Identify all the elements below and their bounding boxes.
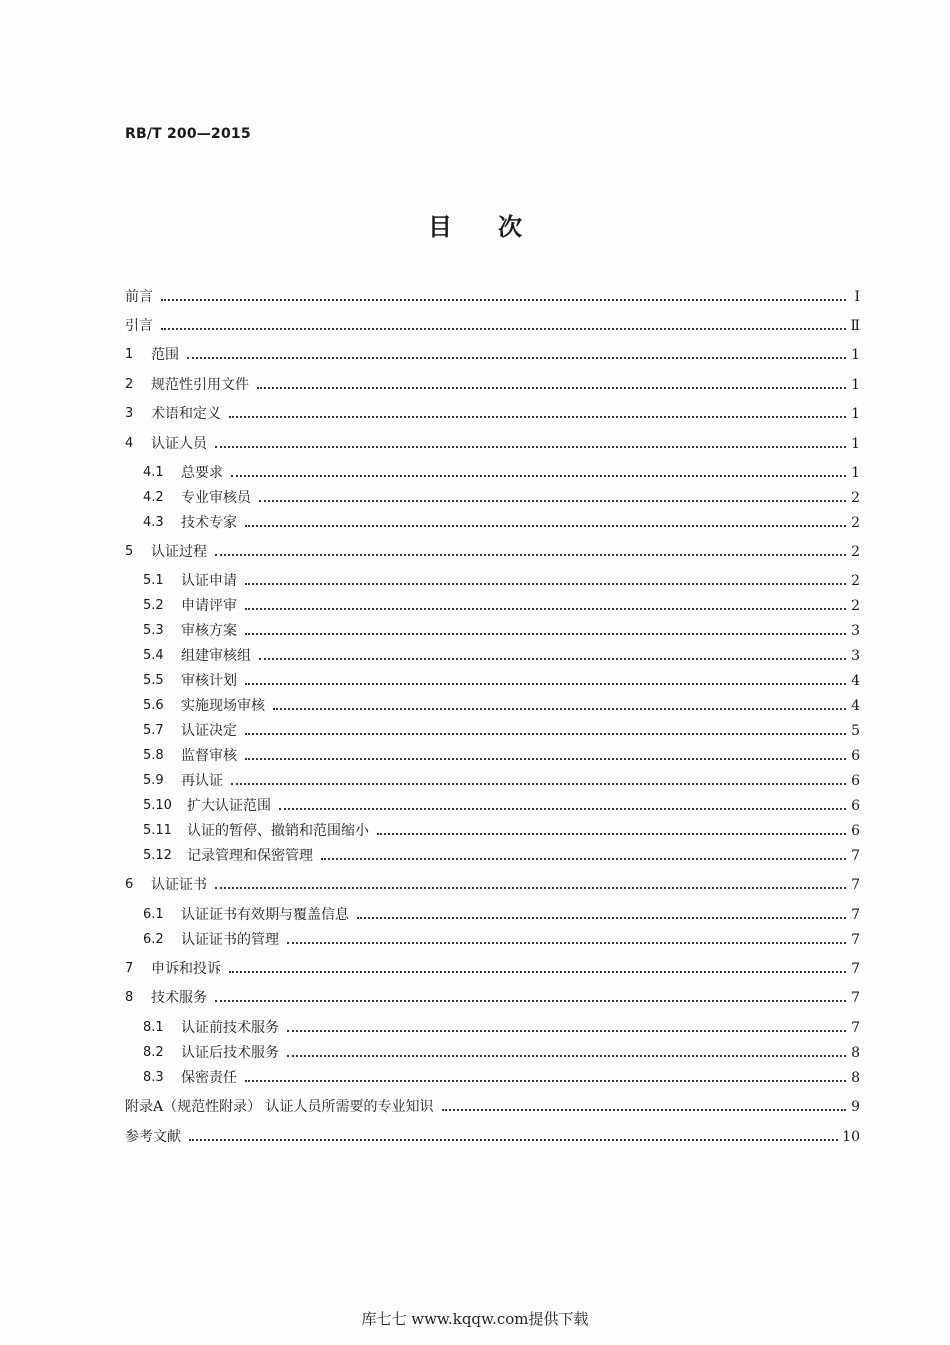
toc-entry-page: Ⅱ: [850, 318, 860, 334]
toc-entry-page: 3: [851, 648, 860, 664]
toc-entry-label: 认证后技术服务: [181, 1045, 279, 1061]
toc-entry-number: 5.10: [143, 798, 172, 813]
toc-leader-dots: [229, 970, 846, 973]
toc-entry[interactable]: [143, 902, 860, 924]
toc-entry-number: 6.1: [143, 907, 164, 922]
toc-entry-number: 5.11: [143, 823, 172, 838]
toc-title: [0, 207, 950, 242]
toc-entry-page: 1: [851, 347, 860, 363]
toc-entry-label: 引言: [125, 318, 153, 334]
toc-entry[interactable]: [143, 793, 860, 815]
toc-entry-page: 1: [851, 465, 860, 481]
toc-entry[interactable]: [125, 1124, 860, 1146]
toc-entry-page: 2: [851, 490, 860, 506]
toc-entry-page: 6: [851, 773, 860, 789]
toc-entry[interactable]: [143, 460, 860, 482]
toc-entry-label: 术语和定义: [151, 406, 221, 422]
toc-entry-page: 5: [851, 723, 860, 739]
toc-leader-dots: [287, 1029, 846, 1032]
toc-entry-number: 5.6: [143, 698, 164, 713]
toc-leader-dots: [279, 807, 846, 810]
toc-leader-dots: [245, 682, 846, 685]
toc-entry-label: 附录A（规范性附录） 认证人员所需要的专业知识: [125, 1099, 434, 1115]
toc-leader-dots: [245, 757, 846, 760]
toc-title-char-2: 次: [498, 212, 522, 241]
toc-entry[interactable]: [143, 718, 860, 740]
toc-leader-dots: [229, 415, 846, 418]
toc-entry-page: 10: [842, 1129, 860, 1145]
toc-entry-label: 总要求: [181, 465, 223, 481]
toc-leader-dots: [215, 999, 846, 1002]
toc-entry-label: 组建审核组: [181, 648, 251, 664]
toc-leader-dots: [259, 499, 846, 502]
toc-entry-page: 1: [851, 436, 860, 452]
toc-leader-dots: [245, 582, 846, 585]
toc-entry-number: 2: [125, 377, 134, 392]
toc-leader-dots: [215, 553, 846, 556]
toc-entry-page: 8: [851, 1070, 860, 1086]
toc-entry-page: 7: [851, 877, 860, 893]
toc-entry-number: 5.7: [143, 723, 164, 738]
toc-leader-dots: [215, 886, 846, 889]
toc-entry[interactable]: [143, 593, 860, 615]
toc-entry-page: 4: [851, 698, 860, 714]
toc-entry-label: 扩大认证范围: [187, 798, 271, 814]
toc-leader-dots: [273, 707, 846, 710]
toc-entry-page: 3: [851, 623, 860, 639]
toc-leader-dots: [377, 832, 846, 835]
toc-entry-label: 再认证: [181, 773, 223, 789]
toc-entry-number: 5.4: [143, 648, 164, 663]
toc-entry-number: 1: [125, 347, 134, 362]
toc-entry-number: 5.12: [143, 848, 172, 863]
toc-entry-page: 7: [851, 932, 860, 948]
toc-entry-label: 专业审核员: [181, 490, 251, 506]
toc-entry[interactable]: [143, 1015, 860, 1037]
toc-entry[interactable]: [143, 843, 860, 865]
toc-leader-dots: [161, 327, 846, 330]
toc-entry-number: 5.8: [143, 748, 164, 763]
toc-entry-page: 8: [851, 1045, 860, 1061]
toc-leader-dots: [357, 916, 846, 919]
toc-leader-dots: [215, 445, 846, 448]
toc-entry[interactable]: [143, 927, 860, 949]
toc-entry-label: 认证前技术服务: [181, 1020, 279, 1036]
toc-entry[interactable]: [143, 668, 860, 690]
toc-entry-label: 认证过程: [151, 544, 207, 560]
toc-leader-dots: [259, 657, 846, 660]
toc-entry-number: 5.1: [143, 573, 164, 588]
toc-entry-number: 5: [125, 544, 134, 559]
toc-entry-label: 规范性引用文件: [151, 377, 249, 393]
download-footer: 库七七 www.kqqw.com提供下载: [361, 1310, 589, 1328]
toc-entry[interactable]: [125, 284, 860, 306]
document-code: RB/T 200—2015: [125, 126, 251, 142]
toc-entry[interactable]: [143, 618, 860, 640]
toc-leader-dots: [321, 857, 846, 860]
toc-entry[interactable]: [143, 485, 860, 507]
toc-entry[interactable]: [125, 401, 860, 423]
toc-entry-label: 认证证书的管理: [181, 932, 279, 948]
toc-entry[interactable]: [125, 1094, 860, 1116]
toc-entry-page: 9: [851, 1099, 860, 1115]
toc-leader-dots: [189, 1138, 838, 1141]
toc-entry-label: 认证证书有效期与覆盖信息: [181, 907, 349, 923]
toc-entry-page: 6: [851, 748, 860, 764]
toc-entry-label: 认证人员: [151, 436, 207, 452]
toc-entry[interactable]: [143, 768, 860, 790]
toc-entry-number: 8.1: [143, 1020, 164, 1035]
toc-entry[interactable]: [143, 1065, 860, 1087]
toc-entry-label: 保密责任: [181, 1070, 237, 1086]
toc-leader-dots: [257, 386, 846, 389]
toc-entry-number: 8: [125, 990, 134, 1005]
toc-entry[interactable]: [143, 818, 860, 840]
toc-entry[interactable]: [125, 956, 860, 978]
toc-title-char-1: 目: [428, 212, 452, 241]
toc-entry-page: 1: [851, 377, 860, 393]
toc-leader-dots: [161, 298, 846, 301]
toc-entry[interactable]: [125, 431, 860, 453]
toc-entry-label: 认证申请: [181, 573, 237, 589]
toc-entry-page: 2: [851, 544, 860, 560]
toc-entry-label: 申诉和投诉: [151, 961, 221, 977]
toc-entry-label: 认证决定: [181, 723, 237, 739]
toc-entry[interactable]: [125, 313, 860, 335]
toc-entry-page: 4: [851, 673, 860, 689]
toc-entry-page: 7: [851, 1020, 860, 1036]
toc-entry[interactable]: [143, 693, 860, 715]
toc-leader-dots: [245, 524, 846, 527]
toc-entry[interactable]: [125, 342, 860, 364]
toc-entry[interactable]: [125, 372, 860, 394]
toc-leader-dots: [245, 1079, 846, 1082]
toc-entry-page: Ⅰ: [854, 289, 860, 305]
toc-entry[interactable]: [143, 743, 860, 765]
toc-entry-label: 实施现场审核: [181, 698, 265, 714]
toc-entry[interactable]: [125, 872, 860, 894]
toc-entry-page: 2: [851, 598, 860, 614]
toc-entry-number: 4.3: [143, 515, 164, 530]
toc-leader-dots: [287, 941, 846, 944]
toc-entry[interactable]: [143, 643, 860, 665]
toc-entry-number: 6.2: [143, 932, 164, 947]
toc-entry-number: 5.9: [143, 773, 164, 788]
toc-entry-label: 技术服务: [151, 990, 207, 1006]
toc-entry-label: 范围: [151, 347, 179, 363]
toc-leader-dots: [245, 632, 846, 635]
toc-entry-label: 申请评审: [181, 598, 237, 614]
toc-leader-dots: [442, 1108, 846, 1111]
toc-entry[interactable]: [143, 510, 860, 532]
toc-entry-number: 6: [125, 877, 134, 892]
toc-entry-number: 3: [125, 406, 134, 421]
toc-entry-page: 7: [851, 990, 860, 1006]
toc-entry-number: 4.2: [143, 490, 164, 505]
toc-leader-dots: [245, 732, 846, 735]
toc-entry-page: 6: [851, 798, 860, 814]
toc-entry[interactable]: [125, 539, 860, 561]
toc-entry-label: 认证的暂停、撤销和范围缩小: [187, 823, 369, 839]
toc-entry-page: 2: [851, 573, 860, 589]
toc-entry-number: 7: [125, 961, 134, 976]
toc-entry-label: 认证证书: [151, 877, 207, 893]
toc-entry-number: 4: [125, 436, 134, 451]
toc-leader-dots: [187, 356, 846, 359]
toc-entry-label: 审核方案: [181, 623, 237, 639]
toc-entry-number: 8.2: [143, 1045, 164, 1060]
toc-entry-number: 4.1: [143, 465, 164, 480]
toc-entry-number: 8.3: [143, 1070, 164, 1085]
toc-entry-label: 记录管理和保密管理: [187, 848, 313, 864]
toc-entry-page: 2: [851, 515, 860, 531]
toc-entry-label: 参考文献: [125, 1129, 181, 1145]
toc-entry[interactable]: [143, 1040, 860, 1062]
toc-entry-page: 1: [851, 406, 860, 422]
toc-entry-number: 5.5: [143, 673, 164, 688]
toc-entry-page: 7: [851, 907, 860, 923]
toc-leader-dots: [245, 607, 846, 610]
toc-entry[interactable]: [125, 985, 860, 1007]
toc-leader-dots: [231, 782, 846, 785]
toc-entry-label: 审核计划: [181, 673, 237, 689]
toc-entry-number: 5.3: [143, 623, 164, 638]
toc-entry-label: 前言: [125, 289, 153, 305]
toc-leader-dots: [231, 474, 846, 477]
toc-leader-dots: [287, 1054, 846, 1057]
toc-entry-label: 监督审核: [181, 748, 237, 764]
toc-entry-page: 7: [851, 961, 860, 977]
toc-entry[interactable]: [143, 568, 860, 590]
toc-entry-number: 5.2: [143, 598, 164, 613]
toc-entry-page: 6: [851, 823, 860, 839]
toc-entry-label: 技术专家: [181, 515, 237, 531]
toc-entry-page: 7: [851, 848, 860, 864]
